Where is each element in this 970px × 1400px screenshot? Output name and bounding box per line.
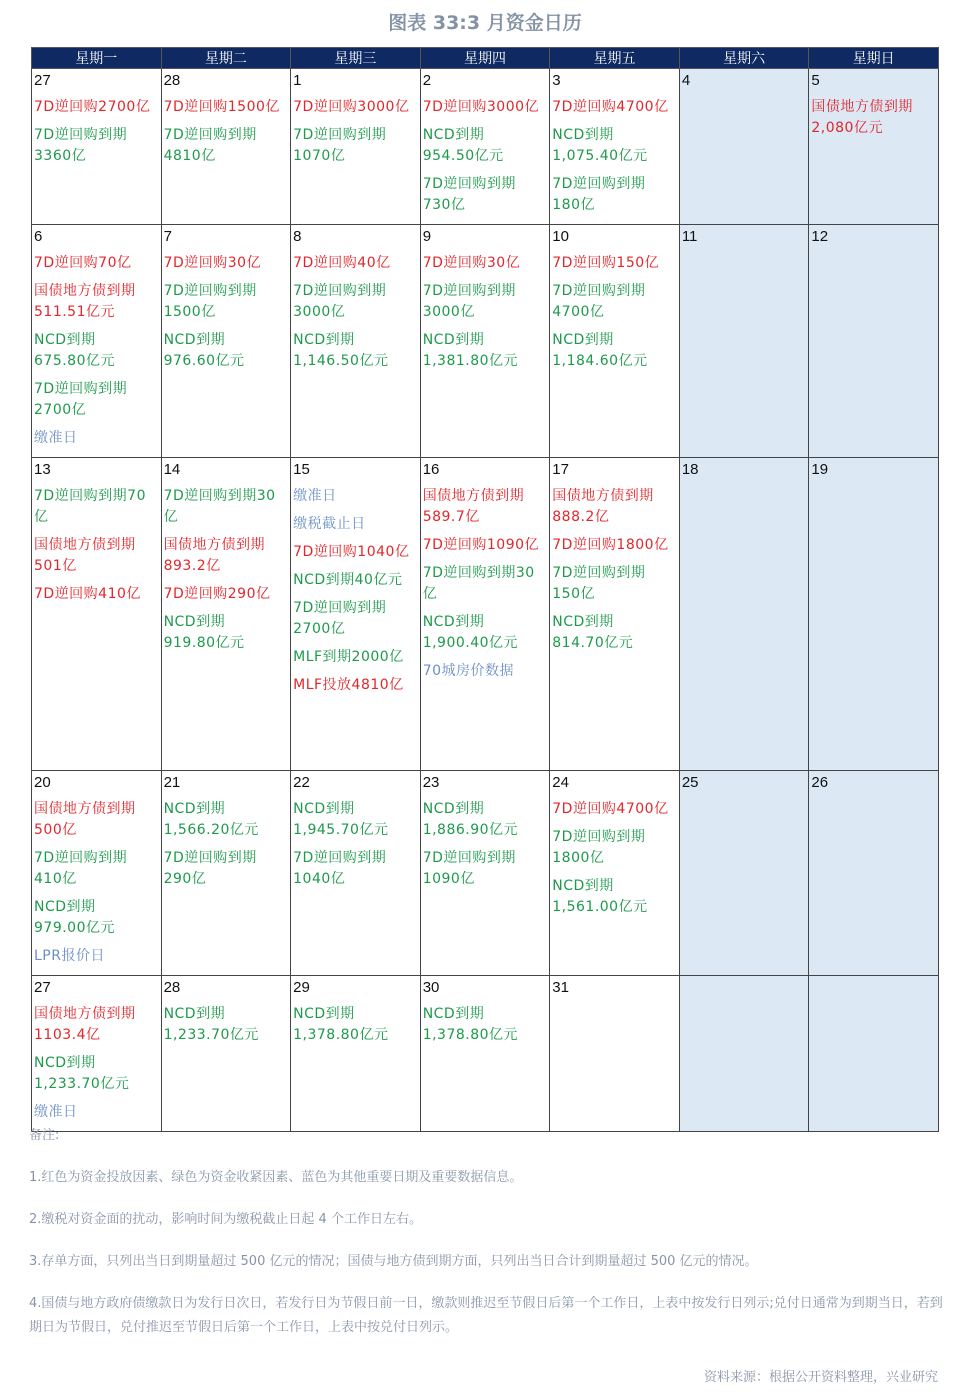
day-number: 22 [293, 774, 310, 791]
calendar-event: 7D逆回购1800亿 [552, 537, 669, 553]
calendar-event: 7D逆回购到期 1500亿 [163, 283, 257, 320]
weekday-header: 星期日 [809, 48, 939, 69]
calendar-event: 7D逆回购150亿 [552, 255, 660, 271]
calendar-event: 7D逆回购到期 3360亿 [34, 127, 128, 164]
day-number: 3 [552, 72, 561, 89]
day-number: 12 [811, 228, 829, 245]
calendar-event: 7D逆回购到期 3000亿 [293, 283, 387, 320]
calendar-event: 国债地方债到期 589.7亿 [422, 488, 525, 525]
day-cell [291, 225, 421, 458]
day-number: 10 [552, 228, 569, 245]
week-row [32, 69, 939, 225]
calendar-event: NCD到期 979.00亿元 [34, 899, 115, 936]
day-cell [550, 69, 680, 225]
day-number: 24 [552, 774, 569, 791]
day-number: 20 [34, 774, 51, 791]
day-number: 18 [681, 461, 699, 478]
calendar-event: NCD到期 1,233.70亿元 [163, 1006, 259, 1043]
day-cell [679, 225, 809, 458]
calendar-event: 7D逆回购3000亿 [422, 99, 540, 115]
calendar-event: 国债地方债到期 500亿 [34, 801, 136, 838]
day-cell [161, 225, 291, 458]
note-item: 4.国债与地方政府债缴款日为发行日次日，若发行日为节假日前一日，缴款则推迟至节假日后第一个工作日，上表中按发行日列示;兑付日通常为到期当日，若到期日为节假日，兑付推迟至节假日后第一个工作日，上表中按兑付日列示。 [29, 1296, 943, 1335]
calendar-event: 7D逆回购2700亿 [34, 99, 151, 115]
day-number: 27 [34, 72, 51, 89]
calendar-event: NCD到期 1,378.80亿元 [422, 1006, 519, 1043]
day-number: 8 [293, 228, 302, 245]
day-number: 25 [681, 774, 699, 791]
calendar-event: NCD到期 1,886.90亿元 [422, 801, 519, 838]
day-number: 17 [552, 461, 569, 478]
note-item: 2.缴税对资金面的扰动，影响时间为缴税截止日起 4 个工作日左右。 [29, 1212, 422, 1227]
day-cell [420, 69, 550, 225]
calendar-event: 缴准日 [293, 488, 337, 504]
day-cell [161, 458, 291, 771]
calendar-event: NCD到期 976.60亿元 [163, 332, 245, 369]
day-cell [420, 458, 550, 771]
calendar-event: LPR报价日 [34, 948, 105, 964]
calendar-event: 7D逆回购1090亿 [422, 537, 540, 553]
calendar-event: 7D逆回购4700亿 [552, 99, 669, 115]
calendar-event: 70城房价数据 [422, 663, 515, 679]
day-cell [32, 458, 162, 771]
calendar-event: 国债地方债到期 893.2亿 [163, 537, 266, 574]
day-number: 7 [163, 228, 172, 245]
week-row [32, 771, 939, 976]
calendar-event: NCD到期 1,381.80亿元 [422, 332, 519, 369]
calendar-event: NCD到期 1,146.50亿元 [293, 332, 389, 369]
calendar-event: 7D逆回购到期 1040亿 [293, 850, 387, 887]
day-number: 1 [293, 72, 302, 89]
day-cell [291, 976, 421, 1132]
calendar-event: 7D逆回购3000亿 [293, 99, 410, 115]
calendar-event: 7D逆回购到期30 亿 [163, 488, 276, 525]
calendar-event: 7D逆回购到期 730亿 [422, 176, 516, 213]
day-cell [809, 976, 939, 1132]
calendar-event: 缴准日 [34, 1104, 78, 1120]
calendar-event: NCD到期 675.80亿元 [34, 332, 115, 369]
day-number: 29 [293, 979, 310, 996]
calendar-event: 7D逆回购到期 410亿 [34, 850, 128, 887]
day-cell [32, 69, 162, 225]
calendar-event: 7D逆回购1500亿 [163, 99, 280, 115]
calendar-event: 国债地方债到期 501亿 [34, 537, 136, 574]
day-cell [679, 458, 809, 771]
day-cell [809, 225, 939, 458]
calendar-event: NCD到期 1,566.20亿元 [163, 801, 259, 838]
calendar-event: 7D逆回购到期 150亿 [552, 565, 646, 602]
notes [29, 1124, 944, 1358]
weekday-header: 星期五 [550, 48, 680, 69]
weekday-header: 星期三 [291, 48, 421, 69]
calendar-event: 国债地方债到期 511.51亿元 [34, 283, 136, 320]
calendar-event: NCD到期 1,378.80亿元 [293, 1006, 389, 1043]
calendar-event: 7D逆回购4700亿 [552, 801, 669, 817]
calendar-event: 7D逆回购到期 1090亿 [422, 850, 516, 887]
day-cell [679, 976, 809, 1132]
calendar-event: 7D逆回购到期70 亿 [34, 488, 147, 525]
day-number: 21 [163, 774, 181, 791]
day-number: 4 [681, 72, 691, 89]
calendar-event: 国债地方债到期 888.2亿 [552, 488, 654, 525]
week-row [32, 458, 939, 771]
week-row [32, 976, 939, 1132]
calendar-event: 7D逆回购290亿 [163, 586, 271, 602]
day-cell [32, 976, 162, 1132]
day-number: 16 [422, 461, 440, 478]
calendar-event: 7D逆回购到期 3000亿 [422, 283, 516, 320]
note-item: 1.红色为资金投放因素、绿色为资金收紧因素、蓝色为其他重要日期及重要数据信息。 [29, 1170, 523, 1185]
day-number: 9 [422, 228, 432, 245]
day-cell [291, 458, 421, 771]
day-number: 19 [811, 461, 829, 478]
calendar-event: 国债地方债到期 1103.4亿 [34, 1006, 136, 1043]
calendar-event: 7D逆回购到期 290亿 [163, 850, 257, 887]
day-cell [161, 771, 291, 976]
weekday-header: 星期六 [679, 48, 809, 69]
day-cell [420, 976, 550, 1132]
calendar-event: NCD到期40亿元 [293, 572, 403, 588]
notes-heading: 备注: [29, 1128, 60, 1143]
calendar-event: MLF到期2000亿 [293, 649, 404, 665]
day-number: 26 [811, 774, 829, 791]
calendar-event: NCD到期 1,945.70亿元 [293, 801, 389, 838]
day-number: 28 [163, 72, 181, 89]
weekday-header: 星期四 [420, 48, 550, 69]
calendar-event: 7D逆回购70亿 [34, 255, 132, 271]
calendar-event: NCD到期 1,184.60亿元 [552, 332, 648, 369]
page-title: 图表 33:3 月资金日历 [388, 12, 582, 34]
day-cell [420, 225, 550, 458]
day-number: 28 [163, 979, 181, 996]
calendar-event: 7D逆回购30亿 [422, 255, 521, 271]
day-cell [809, 69, 939, 225]
calendar-event: 7D逆回购到期 2700亿 [34, 381, 128, 418]
day-cell [291, 771, 421, 976]
day-number: 14 [163, 461, 181, 478]
day-cell [679, 771, 809, 976]
day-number: 23 [422, 774, 440, 791]
day-number: 6 [34, 228, 43, 245]
day-number: 27 [34, 979, 51, 996]
note-item: 3.存单方面，只列出当日到期量超过 500 亿元的情况；国债与地方债到期方面，只列出当日合计到期量超过 500 亿元的情况。 [29, 1254, 758, 1269]
calendar-event: 缴税截止日 [293, 516, 366, 532]
day-cell [809, 458, 939, 771]
day-number: 13 [34, 461, 51, 478]
calendar-event: NCD到期 1,075.40亿元 [552, 127, 648, 164]
calendar-event: NCD到期 814.70亿元 [552, 614, 634, 651]
calendar-event: 7D逆回购到期 1800亿 [552, 829, 646, 866]
weekday-header: 星期一 [32, 48, 162, 69]
day-number: 2 [422, 72, 432, 89]
day-cell [550, 225, 680, 458]
day-number: 5 [811, 72, 820, 89]
week-row [32, 225, 939, 458]
day-cell [550, 458, 680, 771]
day-cell [420, 771, 550, 976]
day-number: 15 [293, 461, 310, 478]
weekday-header: 星期二 [161, 48, 291, 69]
calendar-event: 7D逆回购410亿 [34, 586, 141, 602]
calendar-event: NCD到期 954.50亿元 [422, 127, 504, 164]
calendar-event: 7D逆回购到期 1070亿 [293, 127, 387, 164]
calendar-event: 7D逆回购到期 4810亿 [163, 127, 257, 164]
calendar-event: 7D逆回购1040亿 [293, 544, 410, 560]
day-cell [32, 771, 162, 976]
calendar-event: 7D逆回购到期30 亿 [422, 565, 535, 602]
calendar-event: MLF投放4810亿 [293, 677, 404, 693]
day-cell [32, 225, 162, 458]
day-cell [291, 69, 421, 225]
day-cell [161, 69, 291, 225]
day-cell [679, 69, 809, 225]
calendar-event: 7D逆回购到期 2700亿 [293, 600, 387, 637]
calendar-event: 7D逆回购到期 180亿 [552, 176, 646, 213]
day-cell [809, 771, 939, 976]
calendar-event: 7D逆回购到期 4700亿 [552, 283, 646, 320]
day-cell [550, 976, 680, 1132]
day-number: 30 [422, 979, 440, 996]
calendar-event: 缴准日 [34, 430, 78, 446]
calendar-event: 7D逆回购40亿 [293, 255, 391, 271]
funding-calendar [31, 47, 939, 1132]
calendar-event: NCD到期 1,561.00亿元 [552, 878, 648, 915]
day-number: 31 [552, 979, 569, 996]
calendar-event: NCD到期 919.80亿元 [163, 614, 245, 651]
calendar-event: 7D逆回购30亿 [163, 255, 262, 271]
day-cell [550, 771, 680, 976]
day-cell [161, 976, 291, 1132]
day-number: 11 [681, 228, 698, 245]
calendar-event: 国债地方债到期 2,080亿元 [811, 99, 913, 136]
weekday-header-row [32, 48, 939, 69]
calendar-event: NCD到期 1,233.70亿元 [34, 1055, 130, 1092]
calendar-event: NCD到期 1,900.40亿元 [422, 614, 519, 651]
source-note: 资料来源：根据公开资料整理，兴业研究 [703, 1370, 938, 1385]
